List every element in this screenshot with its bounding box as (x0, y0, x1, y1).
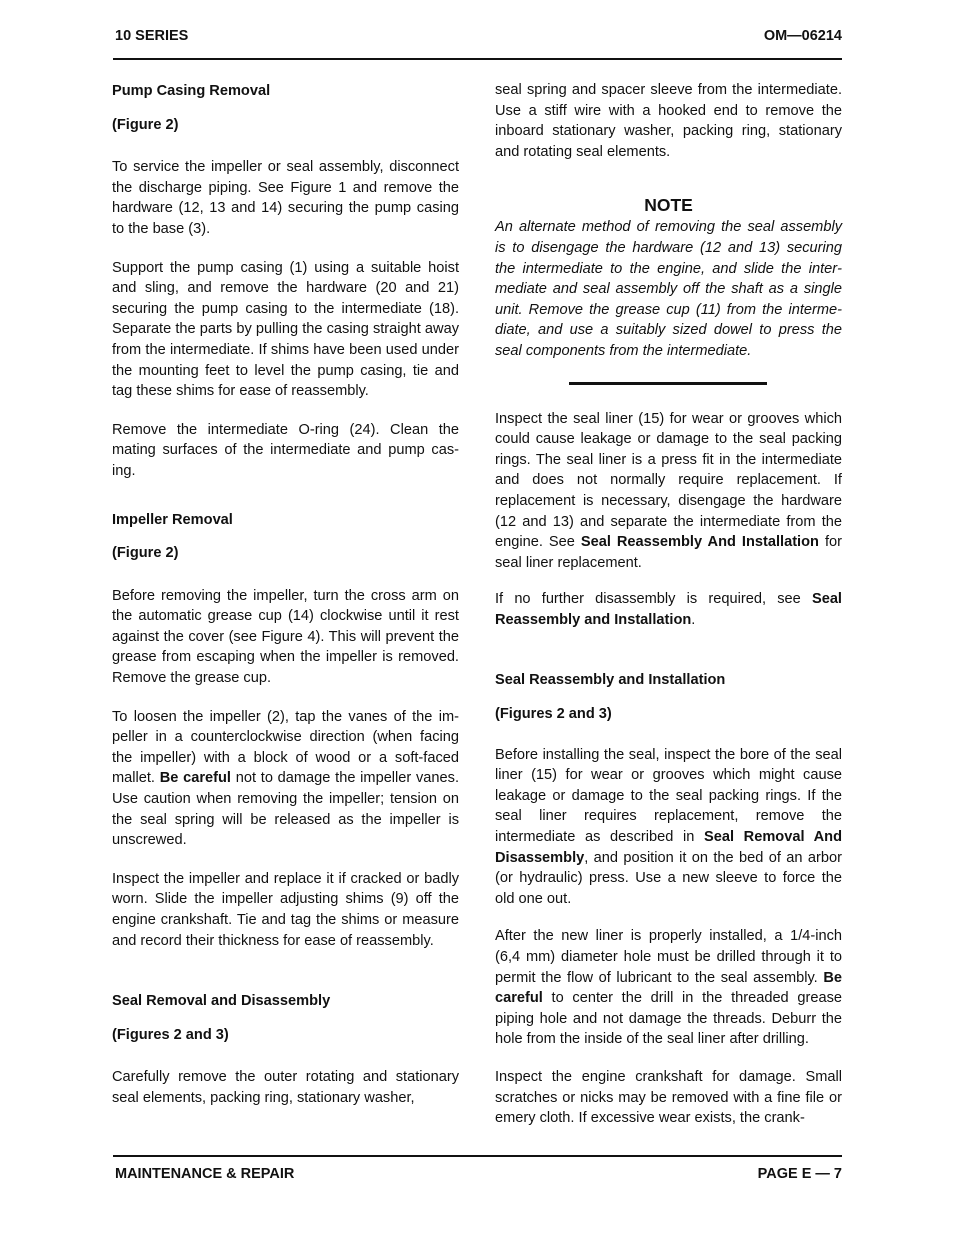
section-heading: Pump Casing Removal (112, 83, 271, 99)
page-footer (113, 1164, 842, 1184)
paragraph: If no further disassembly is required, see Seal Reassembly and Installation. (495, 591, 842, 628)
paragraph: Before removing the impeller, turn the cross arm on the automatic grease cup (14) clockwise until it rest against the cover (see Figure 4). This will prevent the grease from escaping when the impeller is removed. Remove the grease cup. (112, 587, 459, 687)
paragraph: Before installing the seal, inspect the bore of the seal liner (15) for wear or grooves which might cause leakage or damage to the seal packing rings. If the seal liner requires replacement, remove the intermediate as described in Seal Removal And Disassembly, and position it on the bed of an arbor (or hydraulic) press. Use a new sleeve to force the old one out. (495, 746, 842, 907)
paragraph: To loosen the impeller (2), tap the vanes of the impeller in a counterclockwise direction (when facing the impeller) with a block of wood or a soft-faced mallet. Be careful not to damage the impeller vanes. Use caution when removing the impeller; tension on the seal spring will be released as the impeller is unscrewed. (112, 708, 460, 849)
figure-reference: (Figures 2 and 3) (112, 1026, 229, 1043)
paragraph: Inspect the impeller and replace it if cracked or badly worn. Slide the impeller adjusting shims (9) off the engine crankshaft. Tie and tag the shims or measure and record their thickness for ease of reassembly. (112, 870, 459, 949)
series-label: 10 SERIES (115, 28, 189, 44)
section-label: MAINTENANCE & REPAIR (115, 1166, 295, 1182)
footer-rule (113, 1155, 842, 1157)
paragraph: Inspect the engine crankshaft for damage. Small scratches or nicks may be removed with a fine file or emery cloth. If excessive wear exists, the crank- (495, 1068, 842, 1127)
header-rule (113, 58, 842, 60)
note-text: An alternate method of removing the seal assembly is to disengage the hardware (12 and 13) securing the intermediate to the engine, and slide the intermediate and seal assembly off the shaft as a single unit. Remove the grease cup (11) from the intermediate, and use a suitably sized dowel to press the seal components from the intermediate. (495, 219, 842, 359)
document-number: OM—06214 (763, 28, 842, 44)
figure-reference: (Figure 2) (112, 116, 179, 133)
emphasis: Be careful (495, 969, 842, 1007)
paragraph: Support the pump casing (1) using a suitable hoist and sling, and remove the hardware (20 and 21) securing the pump casing to the intermediate (18). Separate the parts by pulling the casing straight away from the intermediate. If shims have been used under the mounting feet to level the pump casing, tie and tag these shims for ease of reassembly. (112, 259, 459, 400)
page-number: PAGE E — 7 (757, 1166, 842, 1182)
figure-reference: (Figure 2) (112, 545, 179, 562)
note-rule (569, 382, 767, 385)
figure-reference: (Figures 2 and 3) (495, 706, 612, 723)
emphasis: Be careful (159, 770, 231, 787)
paragraph: To service the impeller or seal assembly, disconnect the discharge piping. See Figure 1 and remove the hardware (12, 13 and 14) securing the pump casing to the base (3). (112, 159, 459, 237)
paragraph: Inspect the seal liner (15) for wear or grooves which could cause leakage or damage to the seal packing rings. The seal liner is a press fit in the intermediate and does not normally require replacement. If replacement is necessary, disengage the hardware (12 and 13) and separate the intermediate from the engine. See Seal Reassembly And Installation for seal liner replacement. (495, 410, 842, 571)
section-heading: Impeller Removal (112, 511, 233, 528)
page-header (113, 26, 842, 46)
paragraph: Remove the intermediate O-ring (24). Clean the mating surfaces of the intermediate and pump casing. (112, 421, 459, 479)
cross-reference: Seal Reassembly And Installation (580, 534, 819, 551)
paragraph: After the new liner is properly installed, a 1/4-inch (6,4 mm) diameter hole must be drilled through it to permit the flow of lubricant to the seal assembly. Be careful to center the drill in the threaded grease piping hole and not damage the threads. Deburr the hole from the inside of the seal liner after drilling. (495, 928, 842, 1048)
section-heading: Seal Removal and Disassembly (112, 993, 331, 1010)
section-heading: Seal Reassembly and Installation (495, 672, 726, 689)
right-column (495, 80, 842, 1129)
paragraph: Carefully remove the outer rotating and stationary seal elements, packing ring, stationary washer, (112, 1069, 459, 1106)
paragraph: seal spring and spacer sleeve from the intermediate. Use a stiff wire with a hooked end to remove the inboard stationary washer, packing ring, stationary and rotating seal elements. (495, 82, 842, 160)
left-column (112, 80, 459, 1109)
cross-reference: Seal Reassembly and Installation (495, 591, 842, 628)
note-title: NOTE (644, 195, 693, 216)
cross-reference: Seal Removal And Disassembly (495, 829, 842, 866)
